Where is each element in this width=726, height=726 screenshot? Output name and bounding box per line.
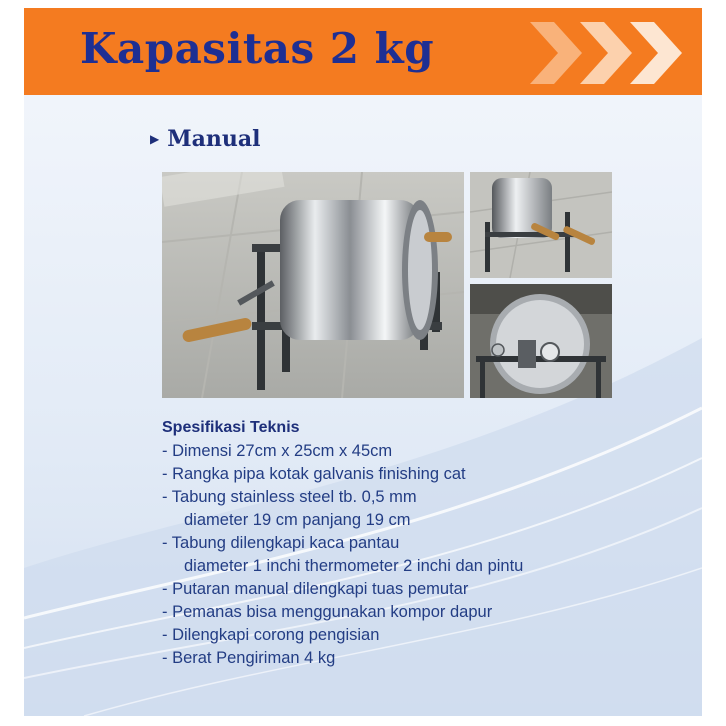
spec-line-continuation: diameter 1 inchi thermometer 2 inchi dan pintu — [184, 557, 524, 575]
specification-section — [162, 416, 682, 670]
chevron-arrows-icon — [524, 18, 694, 88]
roaster-front-view-photo — [470, 284, 612, 398]
spec-line: - Tabung stainless steel tb. 0,5 mm — [162, 488, 417, 506]
roaster-side-view-photo — [470, 172, 612, 278]
spec-line: - Berat Pengiriman 4 kg — [162, 649, 336, 667]
banner-title: Kapasitas 2 kg — [80, 24, 435, 73]
spec-line: - Tabung dilengkapi kaca pantau — [162, 534, 400, 552]
spec-line: - Putaran manual dilengkapi tuas pemutar — [162, 580, 469, 598]
mode-label: Manual — [167, 126, 261, 152]
header-banner — [24, 8, 702, 95]
mode-heading — [150, 126, 260, 152]
spec-line: - Rangka pipa kotak galvanis finishing cat — [162, 465, 466, 483]
spec-line: - Pemanas bisa menggunakan kompor dapur — [162, 603, 493, 621]
triangle-bullet-icon: ▶ — [150, 132, 160, 146]
spec-line: - Dimensi 27cm x 25cm x 45cm — [162, 442, 393, 460]
product-card — [24, 8, 702, 716]
spec-line: - Dilengkapi corong pengisian — [162, 626, 380, 644]
spec-line-continuation: diameter 19 cm panjang 19 cm — [184, 511, 411, 529]
spec-title: Spesifikasi Teknis — [162, 419, 300, 436]
roaster-machine-photo — [162, 172, 464, 398]
